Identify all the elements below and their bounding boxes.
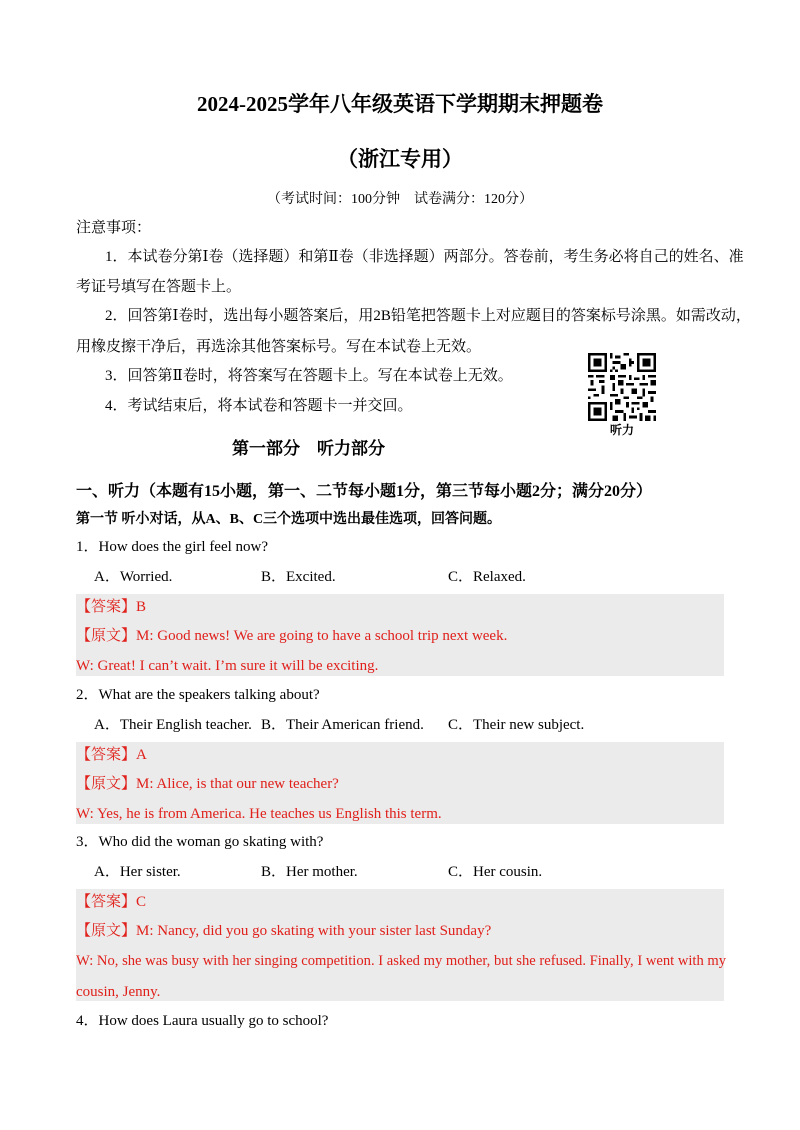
- question-3-stem: 3．Who did the woman go skating with?: [76, 834, 324, 850]
- question-3-option-b: B．Her mother.: [261, 864, 358, 880]
- note-item-2-line-1: 2．回答第Ⅰ卷时，选出每小题答案后，用2B铅笔把答题卡上对应题目的答案标号涂黑。如需改动，: [105, 308, 751, 324]
- question-3-answer: 【答案】C: [76, 894, 147, 910]
- exam-subtitle: （浙江专用）: [337, 147, 463, 171]
- question-1-script-line-2: W: Great! I can’t wait. I’m sure it will be exciting.: [76, 658, 379, 674]
- note-item-3: 3．回答第Ⅱ卷时，将答案写在答题卡上。写在本试卷上无效。: [105, 368, 513, 384]
- question-2-option-a: A．Their English teacher.: [94, 717, 252, 733]
- question-3-option-a: A．Her sister.: [94, 864, 181, 880]
- question-2-script-line-1: 【原文】M: Alice, is that our new teacher?: [76, 776, 339, 792]
- question-2-answer: 【答案】A: [76, 747, 147, 763]
- question-3-option-c: C．Her cousin.: [448, 864, 543, 880]
- question-2-option-b: B．Their American friend.: [261, 717, 424, 733]
- note-item-2-line-2: 用橡皮擦干净后，再选涂其他答案标号。写在本试卷上无效。: [76, 339, 482, 355]
- question-3-script-line-3: cousin, Jenny.: [76, 984, 161, 1000]
- question-4-stem: 4．How does Laura usually go to school?: [76, 1013, 329, 1029]
- question-2-script-line-2: W: Yes, he is from America. He teaches us English this term.: [76, 806, 442, 822]
- exam-title: 2024-2025学年八年级英语下学期期末押题卷: [197, 92, 603, 116]
- section-subheading: 第一节 听小对话，从A、B、C三个选项中选出最佳选项，回答问题。: [76, 512, 502, 527]
- note-item-1-line-1: 1．本试卷分第Ⅰ卷（选择题）和第Ⅱ卷（非选择题）两部分。答卷前，考生务必将自己的姓名、准: [105, 249, 744, 265]
- question-3-script-line-1: 【原文】M: Nancy, did you go skating with your sister last Sunday?: [76, 923, 492, 939]
- note-item-1-line-2: 考证号填写在答题卡上。: [76, 279, 242, 295]
- section-heading: 一、听力（本题有15小题，第一、二节每小题1分，第三节每小题2分；满分20分）: [76, 483, 653, 500]
- question-1-answer: 【答案】B: [76, 599, 147, 615]
- question-1-option-a: A．Worried.: [94, 569, 173, 585]
- answer-block-3: [76, 889, 727, 1001]
- part-title: 第一部分 听力部分: [232, 439, 385, 458]
- question-2-stem: 2．What are the speakers talking about?: [76, 687, 320, 703]
- qr-label: 听力: [609, 423, 634, 437]
- exam-info: （考试时间：100分钟 试卷满分：120分）: [267, 192, 533, 207]
- qr-code-icon: [588, 353, 656, 421]
- notes-heading: 注意事项：: [76, 220, 152, 236]
- question-1-option-c: C．Relaxed.: [448, 569, 526, 585]
- question-3-script-line-2: W: No, she was busy with her singing competition. I asked my mother, but she refused. Finally, I went with my: [76, 953, 727, 969]
- question-1-option-b: B．Excited.: [261, 569, 336, 585]
- question-1-script-line-1: 【原文】M: Good news! We are going to have a school trip next week.: [76, 628, 508, 644]
- question-2-option-c: C．Their new subject.: [448, 717, 585, 733]
- note-item-4: 4．考试结束后，将本试卷和答题卡一并交回。: [105, 398, 413, 414]
- question-1-stem: 1．How does the girl feel now?: [76, 539, 269, 555]
